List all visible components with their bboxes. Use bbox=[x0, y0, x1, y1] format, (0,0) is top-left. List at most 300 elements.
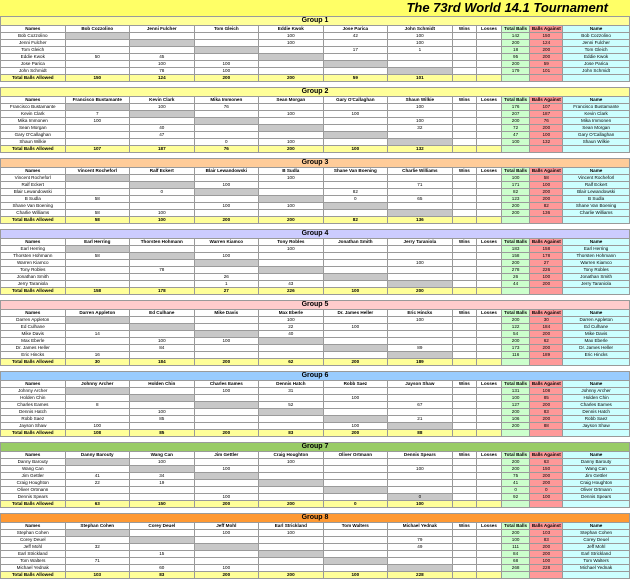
score-cell bbox=[323, 267, 388, 274]
score-cell bbox=[65, 409, 130, 416]
score-cell bbox=[388, 246, 453, 253]
player-row bbox=[1, 253, 630, 260]
total-balls-cell: 106 bbox=[501, 416, 530, 423]
score-cell bbox=[65, 395, 130, 402]
score-cell bbox=[194, 40, 259, 47]
score-cell bbox=[259, 466, 324, 473]
total-balls-cell: 127 bbox=[501, 402, 530, 409]
score-cell: 100 bbox=[194, 182, 259, 189]
tournament-title: The 73rd World 14.1 Tournament bbox=[406, 0, 608, 15]
opponent-header: Craig Houghton bbox=[259, 452, 324, 459]
score-cell bbox=[194, 118, 259, 125]
player-name: Gary O'Callaghan bbox=[1, 132, 66, 139]
score-cell bbox=[259, 487, 324, 494]
group-title: Group 7 bbox=[1, 443, 630, 452]
losses-header: Losses bbox=[477, 97, 502, 104]
allowed-cell: 107 bbox=[65, 146, 130, 153]
player-name: Thorsten Hohmann bbox=[1, 253, 66, 260]
score-cell bbox=[259, 494, 324, 501]
player-name-right: Jenni Fulcher bbox=[563, 40, 630, 47]
score-cell bbox=[130, 47, 195, 54]
score-cell bbox=[194, 487, 259, 494]
score-cell bbox=[65, 68, 130, 75]
player-name-right: Jeff Mohl bbox=[563, 544, 630, 551]
total-balls-cell: 100 bbox=[501, 139, 530, 146]
allowed-cell: 100 bbox=[388, 501, 453, 508]
losses-cell bbox=[477, 33, 502, 40]
allowed-cell: 136 bbox=[388, 217, 453, 224]
score-cell: 52 bbox=[259, 402, 324, 409]
losses-cell bbox=[477, 352, 502, 359]
score-cell bbox=[65, 175, 130, 182]
balls-against-header: Balls Against bbox=[531, 239, 561, 245]
player-row bbox=[1, 132, 630, 139]
allowed-cell: 189 bbox=[388, 359, 453, 366]
balls-against-total bbox=[530, 75, 563, 82]
score-cell bbox=[259, 395, 324, 402]
name-total bbox=[563, 288, 630, 295]
total-balls-cell: 200 bbox=[501, 409, 530, 416]
total-allowed-label: Total Balls Allowed bbox=[1, 75, 66, 82]
total-balls-cell: 26 bbox=[501, 274, 530, 281]
balls-against-cell: 100 bbox=[530, 494, 563, 501]
balls-against-header: Balls Against bbox=[531, 168, 561, 174]
score-cell bbox=[194, 125, 259, 132]
wins-header: Wins bbox=[452, 452, 477, 459]
score-cell bbox=[65, 33, 130, 40]
score-cell bbox=[130, 537, 195, 544]
player-row bbox=[1, 281, 630, 288]
player-name: Jeff Mohl bbox=[1, 544, 66, 551]
score-cell bbox=[194, 111, 259, 118]
player-row bbox=[1, 118, 630, 125]
score-cell bbox=[388, 61, 453, 68]
score-cell: 21 bbox=[388, 416, 453, 423]
player-name-right: Wang Can bbox=[563, 466, 630, 473]
opponent-header: Ralf Eckert bbox=[130, 168, 195, 175]
player-name-right: Dennis Spears bbox=[563, 494, 630, 501]
score-cell bbox=[323, 331, 388, 338]
header-row bbox=[1, 452, 630, 459]
score-cell: 100 bbox=[130, 61, 195, 68]
wins-cell bbox=[452, 544, 477, 551]
player-name: Charlie Williams bbox=[1, 210, 66, 217]
score-cell bbox=[65, 47, 130, 54]
total-balls-cell: 268 bbox=[501, 565, 530, 572]
wins-cell bbox=[452, 260, 477, 267]
allowed-cell: 100 bbox=[323, 146, 388, 153]
balls-against-header: Balls Against bbox=[531, 381, 561, 387]
group-title: Group 5 bbox=[1, 301, 630, 310]
wins-cell bbox=[452, 281, 477, 288]
score-cell bbox=[259, 480, 324, 487]
score-cell bbox=[259, 551, 324, 558]
name-total bbox=[563, 359, 630, 366]
losses-cell bbox=[477, 317, 502, 324]
wins-cell bbox=[452, 565, 477, 572]
player-row bbox=[1, 47, 630, 54]
player-name: Sean Morgan bbox=[1, 125, 66, 132]
score-cell: 40 bbox=[259, 331, 324, 338]
score-cell: 32 bbox=[388, 125, 453, 132]
header-row bbox=[1, 381, 630, 388]
score-cell bbox=[388, 352, 453, 359]
score-cell bbox=[323, 459, 388, 466]
opponent-header: Stephan Cohen bbox=[65, 523, 130, 530]
opponent-header: Jeff Mohl bbox=[194, 523, 259, 530]
player-row bbox=[1, 565, 630, 572]
score-cell bbox=[130, 558, 195, 565]
allowed-cell: 82 bbox=[323, 217, 388, 224]
player-row bbox=[1, 530, 630, 537]
opponent-header: Francisco Bustamante bbox=[65, 97, 130, 104]
player-row bbox=[1, 246, 630, 253]
player-name: Eric Hincks bbox=[1, 352, 66, 359]
allowed-cell: 150 bbox=[130, 501, 195, 508]
score-cell bbox=[65, 565, 130, 572]
losses-total bbox=[477, 430, 502, 437]
opponent-header: Darren Appleton bbox=[65, 310, 130, 317]
score-cell: 100 bbox=[130, 459, 195, 466]
player-row bbox=[1, 317, 630, 324]
losses-cell bbox=[477, 274, 502, 281]
score-cell bbox=[130, 331, 195, 338]
score-cell bbox=[323, 118, 388, 125]
allowed-cell: 59 bbox=[323, 75, 388, 82]
score-cell bbox=[259, 423, 324, 430]
totals-row bbox=[1, 217, 630, 224]
wins-cell bbox=[452, 459, 477, 466]
losses-cell bbox=[477, 111, 502, 118]
total-balls-header: Total Balls bbox=[501, 523, 530, 530]
score-cell bbox=[259, 47, 324, 54]
total-balls-cell: 68 bbox=[501, 558, 530, 565]
opponent-header: Earl Strickland bbox=[259, 523, 324, 530]
player-name-right: Shaun Wilkie bbox=[563, 139, 630, 146]
wins-total bbox=[452, 430, 477, 437]
player-name-right: Ralf Eckert bbox=[563, 182, 630, 189]
opponent-header: Charlie Williams bbox=[388, 168, 453, 175]
total-balls-cell: 111 bbox=[501, 544, 530, 551]
balls-against-cell: 200 bbox=[530, 345, 563, 352]
wins-cell bbox=[452, 530, 477, 537]
allowed-cell: 200 bbox=[259, 146, 324, 153]
losses-cell bbox=[477, 565, 502, 572]
allowed-cell: 187 bbox=[130, 146, 195, 153]
wins-header: Wins bbox=[452, 26, 477, 33]
wins-cell bbox=[452, 246, 477, 253]
balls-against-cell: 187 bbox=[530, 111, 563, 118]
score-cell bbox=[65, 246, 130, 253]
score-cell bbox=[130, 352, 195, 359]
balls-against-total bbox=[530, 217, 563, 224]
score-cell bbox=[259, 338, 324, 345]
score-cell bbox=[259, 182, 324, 189]
player-name-right: Johnny Archer bbox=[563, 388, 630, 395]
name-header: Name bbox=[563, 381, 630, 388]
allowed-cell: 178 bbox=[130, 288, 195, 295]
opponent-header: Holden Chin bbox=[130, 381, 195, 388]
header-row bbox=[1, 523, 630, 530]
wins-cell bbox=[452, 537, 477, 544]
opponent-header: Earl Herring bbox=[65, 239, 130, 246]
score-cell: 78 bbox=[130, 68, 195, 75]
score-cell bbox=[194, 409, 259, 416]
score-cell bbox=[323, 409, 388, 416]
wins-total bbox=[452, 359, 477, 366]
name-total bbox=[563, 75, 630, 82]
score-cell: 17 bbox=[323, 47, 388, 54]
score-cell: 100 bbox=[259, 459, 324, 466]
player-name-right: Francisco Bustamante bbox=[563, 104, 630, 111]
opponent-header: Sean Morgan bbox=[259, 97, 324, 104]
player-row bbox=[1, 324, 630, 331]
player-name-right: Dr. James Heller bbox=[563, 345, 630, 352]
losses-header: Losses bbox=[477, 168, 502, 175]
total-balls-total bbox=[501, 75, 530, 82]
player-row bbox=[1, 189, 630, 196]
player-name-right: Vincent Rocheforl bbox=[563, 175, 630, 182]
wins-header: Wins bbox=[452, 523, 477, 530]
score-cell bbox=[130, 196, 195, 203]
score-cell: 100 bbox=[259, 530, 324, 537]
wins-cell bbox=[452, 132, 477, 139]
score-cell bbox=[388, 324, 453, 331]
score-cell bbox=[194, 544, 259, 551]
player-row bbox=[1, 537, 630, 544]
allowed-cell: 103 bbox=[65, 572, 130, 579]
player-name: Francisco Bustamante bbox=[1, 104, 66, 111]
wins-cell bbox=[452, 182, 477, 189]
score-cell bbox=[194, 395, 259, 402]
player-row bbox=[1, 480, 630, 487]
opponent-header: Jayson Shaw bbox=[388, 381, 453, 388]
balls-against-cell: 88 bbox=[530, 423, 563, 430]
group-title: Group 2 bbox=[1, 88, 630, 97]
wins-cell bbox=[452, 345, 477, 352]
losses-header: Losses bbox=[477, 26, 502, 33]
losses-cell bbox=[477, 260, 502, 267]
names-header: Names bbox=[1, 26, 66, 33]
player-name-right: Jonathan Smith bbox=[563, 274, 630, 281]
player-name: Blair Lewandowski bbox=[1, 189, 66, 196]
player-row bbox=[1, 331, 630, 338]
player-name-right: Bob Cozzolino bbox=[563, 33, 630, 40]
group-1 bbox=[0, 16, 630, 87]
player-name-right: John Schmidt bbox=[563, 68, 630, 75]
player-name: Corey Deuel bbox=[1, 537, 66, 544]
player-name: Dr. James Heller bbox=[1, 345, 66, 352]
total-balls-cell: 278 bbox=[501, 267, 530, 274]
score-cell bbox=[323, 558, 388, 565]
player-name: Oliver Ortmann bbox=[1, 487, 66, 494]
player-row bbox=[1, 139, 630, 146]
score-cell bbox=[130, 33, 195, 40]
opponent-header: Jerry Taraniola bbox=[388, 239, 453, 246]
score-cell: 58 bbox=[65, 210, 130, 217]
name-header: Name bbox=[563, 239, 630, 246]
player-name-right: Mika Immonen bbox=[563, 118, 630, 125]
allowed-cell: 124 bbox=[130, 75, 195, 82]
score-cell bbox=[65, 466, 130, 473]
player-name: John Schmidt bbox=[1, 68, 66, 75]
score-cell bbox=[259, 558, 324, 565]
allowed-cell: 101 bbox=[388, 75, 453, 82]
total-balls-cell: 200 bbox=[501, 118, 530, 125]
balls-against-cell: 76 bbox=[530, 118, 563, 125]
opponent-header: Blair Lewandowski bbox=[194, 168, 259, 175]
player-name-right: Sean Morgan bbox=[563, 125, 630, 132]
score-cell bbox=[130, 494, 195, 501]
balls-against-cell: 108 bbox=[530, 388, 563, 395]
score-cell bbox=[323, 68, 388, 75]
score-cell bbox=[194, 416, 259, 423]
player-name-right: Stephan Cohen bbox=[563, 530, 630, 537]
score-cell bbox=[259, 54, 324, 61]
player-name: Ed Culhane bbox=[1, 324, 66, 331]
player-name: Charles Eames bbox=[1, 402, 66, 409]
balls-against-cell: 150 bbox=[530, 466, 563, 473]
score-cell bbox=[323, 281, 388, 288]
score-cell: 100 bbox=[323, 324, 388, 331]
wins-header: Wins bbox=[452, 381, 477, 388]
opponent-header: Michael Yednak bbox=[388, 523, 453, 530]
balls-against-header: Balls Against bbox=[531, 523, 561, 529]
score-cell bbox=[194, 54, 259, 61]
allowed-cell: 108 bbox=[65, 430, 130, 437]
score-cell bbox=[388, 423, 453, 430]
score-cell: 89 bbox=[388, 345, 453, 352]
balls-against-cell: 107 bbox=[530, 104, 563, 111]
balls-against-cell: 178 bbox=[530, 253, 563, 260]
player-name: Jayson Shaw bbox=[1, 423, 66, 430]
player-name: Tom Walters bbox=[1, 558, 66, 565]
wins-total bbox=[452, 572, 477, 579]
total-balls-cell: 200 bbox=[501, 530, 530, 537]
wins-cell bbox=[452, 54, 477, 61]
score-cell: 22 bbox=[65, 480, 130, 487]
player-name: Craig Houghton bbox=[1, 480, 66, 487]
player-name-right: Holden Chin bbox=[563, 395, 630, 402]
score-cell bbox=[388, 281, 453, 288]
losses-header: Losses bbox=[477, 239, 502, 246]
score-cell bbox=[65, 459, 130, 466]
player-name: Kevin Clark bbox=[1, 111, 66, 118]
balls-against-cell: 200 bbox=[530, 189, 563, 196]
score-cell: 100 bbox=[388, 104, 453, 111]
score-cell bbox=[259, 210, 324, 217]
names-header: Names bbox=[1, 523, 66, 530]
total-balls-total bbox=[501, 572, 530, 579]
score-cell bbox=[323, 61, 388, 68]
score-cell bbox=[65, 551, 130, 558]
score-cell: 22 bbox=[259, 324, 324, 331]
player-row bbox=[1, 402, 630, 409]
total-allowed-label: Total Balls Allowed bbox=[1, 146, 66, 153]
total-allowed-label: Total Balls Allowed bbox=[1, 217, 66, 224]
losses-cell bbox=[477, 246, 502, 253]
wins-cell bbox=[452, 118, 477, 125]
score-cell bbox=[194, 423, 259, 430]
allowed-cell: 158 bbox=[65, 288, 130, 295]
name-total bbox=[563, 146, 630, 153]
score-cell bbox=[65, 416, 130, 423]
wins-cell bbox=[452, 480, 477, 487]
names-header: Names bbox=[1, 381, 66, 388]
score-cell: 100 bbox=[259, 33, 324, 40]
losses-cell bbox=[477, 182, 502, 189]
balls-against-cell: 150 bbox=[530, 33, 563, 40]
losses-cell bbox=[477, 551, 502, 558]
score-cell: 8 bbox=[65, 402, 130, 409]
score-cell bbox=[388, 267, 453, 274]
total-allowed-label: Total Balls Allowed bbox=[1, 572, 66, 579]
player-row bbox=[1, 551, 630, 558]
name-total bbox=[563, 217, 630, 224]
losses-total bbox=[477, 359, 502, 366]
losses-cell bbox=[477, 558, 502, 565]
score-cell bbox=[323, 544, 388, 551]
losses-total bbox=[477, 572, 502, 579]
balls-against-cell: 200 bbox=[530, 551, 563, 558]
balls-against-total bbox=[530, 501, 563, 508]
header-row bbox=[1, 168, 630, 175]
allowed-cell: 200 bbox=[259, 217, 324, 224]
losses-cell bbox=[477, 459, 502, 466]
wins-cell bbox=[452, 558, 477, 565]
score-cell bbox=[323, 416, 388, 423]
total-balls-cell: 122 bbox=[501, 324, 530, 331]
total-balls-cell: 84 bbox=[501, 551, 530, 558]
balls-against-cell: 27 bbox=[530, 260, 563, 267]
player-row bbox=[1, 558, 630, 565]
opponent-header: Warren Kiamco bbox=[194, 239, 259, 246]
wins-cell bbox=[452, 317, 477, 324]
losses-cell bbox=[477, 281, 502, 288]
allowed-cell: 200 bbox=[194, 430, 259, 437]
score-cell bbox=[65, 125, 130, 132]
wins-total bbox=[452, 501, 477, 508]
player-row bbox=[1, 125, 630, 132]
opponent-header: Robb Saez bbox=[323, 381, 388, 388]
score-cell bbox=[388, 175, 453, 182]
balls-against-cell: 30 bbox=[530, 317, 563, 324]
player-name-right: Earl Strickland bbox=[563, 551, 630, 558]
score-cell: 67 bbox=[388, 402, 453, 409]
wins-cell bbox=[452, 40, 477, 47]
score-cell: 40 bbox=[130, 125, 195, 132]
balls-against-cell: 200 bbox=[530, 473, 563, 480]
opponent-header: Thorsten Hohmann bbox=[130, 239, 195, 246]
score-cell bbox=[388, 388, 453, 395]
total-balls-cell: 0 bbox=[501, 487, 530, 494]
score-cell bbox=[323, 317, 388, 324]
score-cell: 71 bbox=[65, 558, 130, 565]
score-cell: 100 bbox=[194, 494, 259, 501]
score-cell: 100 bbox=[130, 210, 195, 217]
player-row bbox=[1, 352, 630, 359]
score-cell bbox=[323, 494, 388, 501]
score-cell bbox=[259, 409, 324, 416]
player-name: B Sudla bbox=[1, 196, 66, 203]
balls-against-cell: 100 bbox=[530, 558, 563, 565]
score-cell bbox=[323, 530, 388, 537]
wins-header: Wins bbox=[452, 97, 477, 104]
score-cell bbox=[388, 68, 453, 75]
balls-against-total bbox=[530, 572, 563, 579]
score-cell bbox=[194, 175, 259, 182]
group-4 bbox=[0, 229, 630, 300]
